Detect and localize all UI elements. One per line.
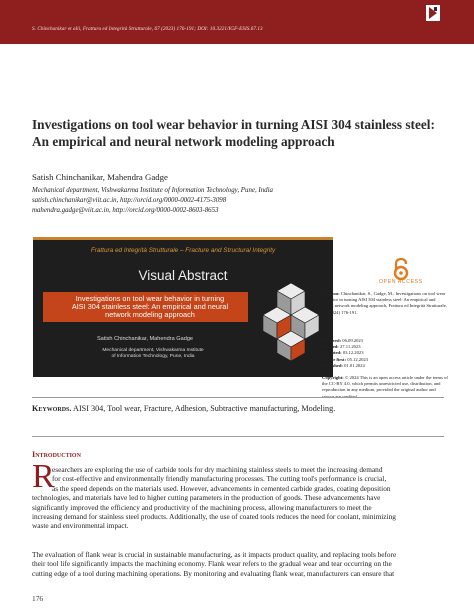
affiliation-block [32, 186, 432, 217]
affiliation-department: Mechanical department, Vishwakarma Institute of Information Technology, Pune, India [32, 187, 273, 194]
date-label: Received: [322, 338, 342, 343]
date-label: Revised: [322, 344, 339, 350]
copyright-text: © 2024 This is an open access article under the terms of the CC-BY 4.0, which permits unrestricted use, distribution, and reproduction in any medium, provided the original author and [322, 375, 448, 393]
divider [32, 397, 444, 398]
visual-abstract-title-line: network modeling approach [105, 310, 195, 320]
running-head: S. Chinchanikar et alii, Frattura ed Integrità Strutturale, 67 (2023) 176-191; DOI: 10.3221/IGF-ESIS.67.13 [32, 26, 263, 32]
text-line: waste and environmental impact. [32, 521, 129, 531]
citation-label: Citation: [322, 291, 340, 296]
copyright-label: Copyright: [322, 375, 344, 380]
visual-abstract-title-line: AISI 304 stainless steel: An empirical and neural [71, 302, 229, 312]
header-bar [0, 0, 474, 44]
visual-abstract-title-line: Investigations on tool wear behavior in turning [75, 294, 225, 303]
visual-abstract-heading: Visual Abstract [138, 268, 228, 283]
text-line: The evaluation of flank wear is crucial in sustainable manufacturing, as it impacts product quality, and replacing tools before [32, 550, 397, 559]
citation-text: Chinchanikar, S., Gadge, M., Investigations on tool wear behavior in turning AISI 304 stainless steel: An empirical and neural network modeling approach, Frattura ed Integrità Strutturale, 67 (2024) 176-191. [322, 291, 447, 315]
text-line: their tool life significantly impacts the machining economy. Flank wear refers to the gradual wear and tear occurring on the [32, 559, 392, 569]
visual-abstract [33, 237, 333, 377]
keywords-label: Keywords. [32, 404, 72, 413]
date-value: 05.12.2023 [347, 356, 368, 362]
date-value: 01.01.2024 [344, 362, 365, 368]
visual-abstract-title [55, 295, 245, 320]
text-line: esearchers are exploring the use of carbide tools for dry machining stainless steels to meet the increasing demand [52, 465, 383, 474]
visual-abstract-journal: Frattura ed Integrità Strutturale – Fracture and Structural Integrity [90, 247, 276, 254]
author-contact-1[interactable]: satish.chinchanikar@viit.ac.in, http://orcid.org/0000-0002-4175-3098 [32, 197, 227, 205]
date-value: 03.12.2023 [342, 350, 364, 356]
journal-logo-icon [425, 4, 441, 22]
date-label: Accepted: [322, 350, 342, 356]
page-number: 176 [32, 594, 44, 603]
paragraph-1 [32, 465, 444, 531]
author-contact-2[interactable]: mahendra.gadge@viit.ac.in, http://orcid.org/0000-0002-8603-8653 [32, 207, 219, 215]
text-line: for cost-effective and environmentally friendly manufacturing processes. The cutting tool's performance is crucial, [52, 474, 387, 484]
section-heading-introduction: Introduction [32, 450, 81, 459]
date-value: 27.11.2023 [340, 344, 361, 350]
article-title: Investigations on tool wear behavior in turning AISI 304 stainless steel: An empirical and neural network modeling approach [32, 117, 435, 149]
keywords-text: AISI 304, Tool wear, Fracture, Adhesion, Subtractive manufacturing, Modeling. [73, 404, 336, 413]
text-line: increasing demand for stainless steel products. Additionally, the use of coated tools reduces the need for coolant, minimizing [32, 512, 396, 522]
text-line: cutting edge of a tool during machining operations. By monitoring and evaluating flank wear, manufacturers can ensure that [32, 568, 395, 578]
authors: Satish Chinchanikar, Mahendra Gadge [32, 172, 168, 182]
citation-block [322, 291, 448, 316]
cube-stack-icon [256, 279, 326, 363]
visual-abstract-stripe [33, 237, 333, 240]
open-access-label: OPEN ACCESS [379, 279, 423, 285]
drop-cap: R [32, 458, 55, 495]
date-label: Published: [322, 362, 343, 368]
keywords [32, 404, 440, 415]
visual-abstract-affiliation-line: Mechanical department, Vishwakarma Institute [102, 348, 204, 353]
text-line: significantly improved the efficiency and productivity of the machining process, allowing manufacturers to meet the [32, 502, 372, 512]
text-line: as the speed depends on the materials used. However, advancements in cemented carbide grades, coating deposition [52, 483, 391, 493]
dates-block [322, 338, 448, 369]
text-line: technologies, and materials have led to higher cutting parameters in the production of goods. These advancements have [32, 493, 381, 503]
visual-abstract-affiliation-line: of Information Technology, Pune, India [111, 354, 195, 360]
divider [32, 436, 444, 437]
visual-abstract-affiliation [73, 348, 233, 360]
paragraph-2 [32, 550, 444, 578]
date-label: Online first: [322, 356, 347, 362]
visual-abstract-authors: Satish Chinchanikar, Mahendra Gadge [96, 336, 194, 342]
date-value: 06.09.2023 [342, 338, 363, 343]
date-row [322, 363, 448, 369]
